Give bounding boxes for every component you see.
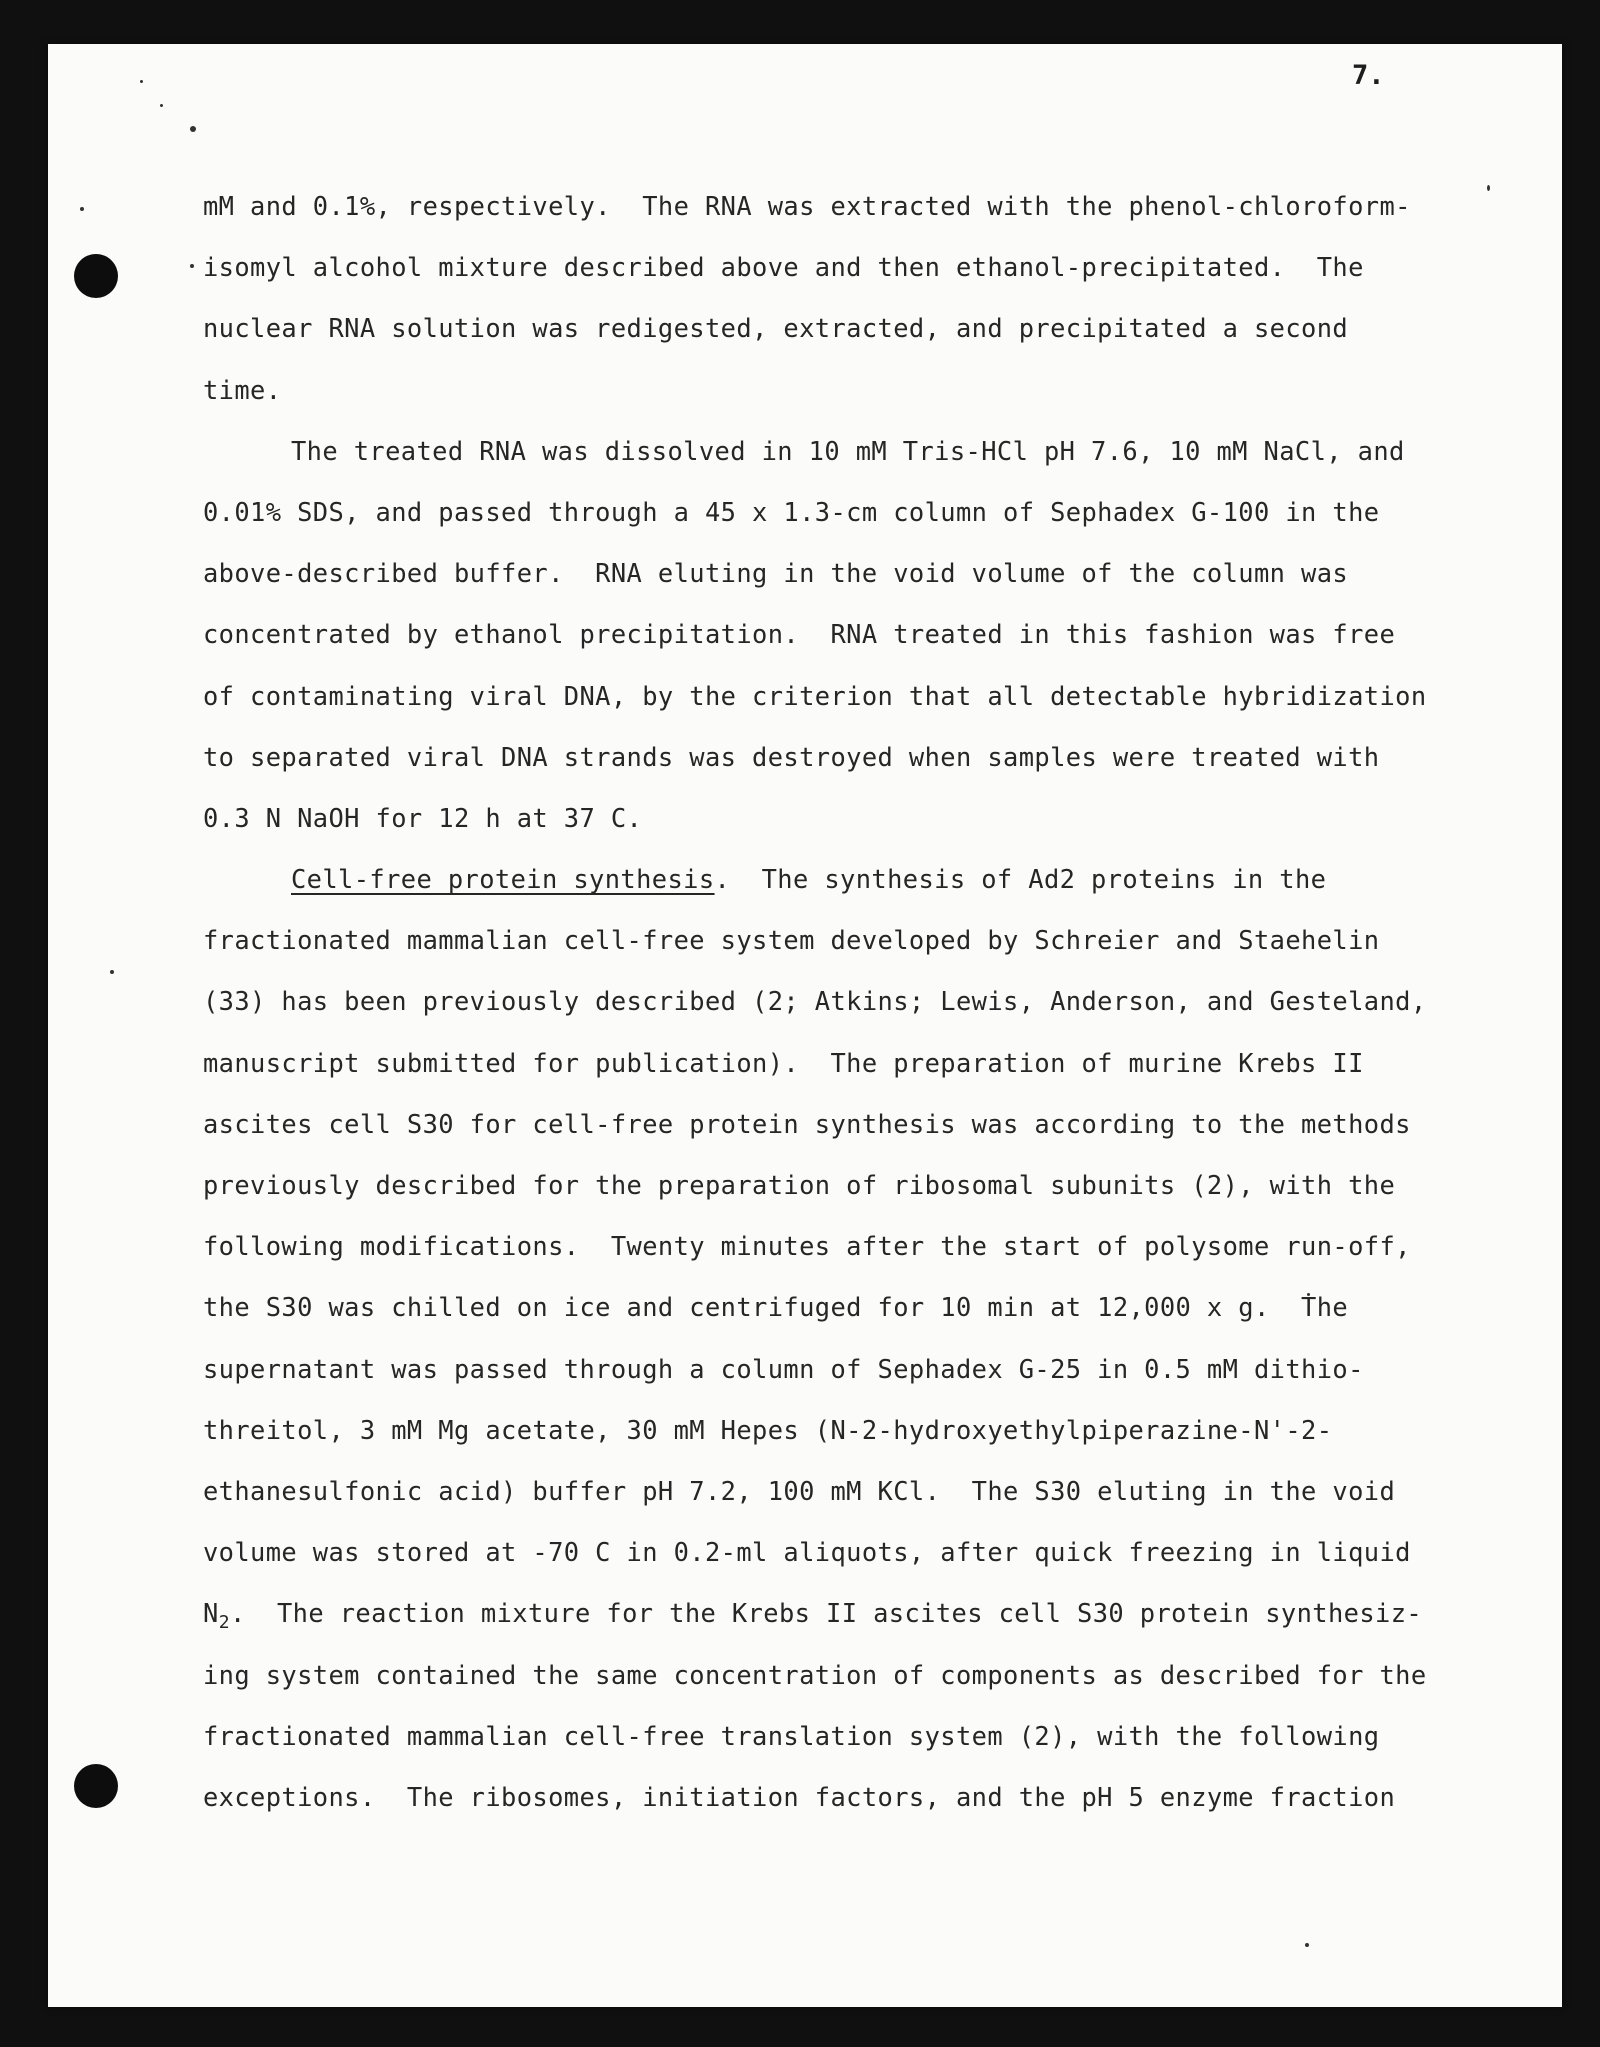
text-line: following modifications. Twenty minutes after the start of polysome run-off, [203, 1231, 1411, 1262]
text-line: exceptions. The ribosomes, initiation factors, and the pH 5 enzyme fraction [203, 1781, 1396, 1812]
speck [190, 126, 196, 132]
text-line: of contaminating viral DNA, by the criterion that all detectable hybridization [203, 680, 1427, 711]
text-line: fractionated mammalian cell-free system developed by Schreier and Staehelin [203, 925, 1380, 956]
text-line: concentrated by ethanol precipitation. RNA treated in this fashion was free [203, 619, 1396, 650]
text-line: 0.01% SDS, and passed through a 45 x 1.3-cm column of Sephadex G-100 in the [203, 496, 1380, 527]
text-line: to separated viral DNA strands was destroyed when samples were treated with [203, 741, 1380, 772]
text-line: above-described buffer. RNA eluting in the void volume of the column was [203, 558, 1349, 589]
speck [140, 80, 143, 83]
text-line: volume was stored at -70 C in 0.2-ml aliquots, after quick freezing in liquid [203, 1537, 1411, 1568]
text-line: (33) has been previously described (2; Atkins; Lewis, Anderson, and Gesteland, [203, 986, 1427, 1017]
text-line: supernatant was passed through a column of Sephadex G-25 in 0.5 mM dithio- [203, 1353, 1364, 1384]
binder-hole-top [74, 254, 118, 298]
text-line: the S30 was chilled on ice and centrifuged for 10 min at 12,000 x g. The [203, 1292, 1349, 1323]
text-line: isomyl alcohol mixture described above and then ethanol-precipitated. The [203, 252, 1364, 283]
speck [1487, 185, 1490, 191]
speck [160, 104, 163, 107]
speck [80, 207, 84, 211]
text-line: The treated RNA was dissolved in 10 mM Tris-HCl pH 7.6, 10 mM NaCl, and [291, 435, 1405, 466]
text-fragment: . The synthesis of Ad2 proteins in the [714, 864, 1327, 895]
text-line: fractionated mammalian cell-free translation system (2), with the following [203, 1720, 1380, 1751]
text-line: ethanesulfonic acid) buffer pH 7.2, 100 mM KCl. The S30 eluting in the void [203, 1475, 1396, 1506]
section-heading: Cell-free protein synthesis [291, 864, 715, 895]
text-fragment: . The reaction mixture for the Krebs II ascites cell S30 protein synthesiz- [229, 1598, 1423, 1629]
n2-symbol: N [203, 1598, 219, 1629]
text-line: 0.3 N NaOH for 12 h at 37 C. [203, 802, 643, 833]
text-line: ing system contained the same concentration of components as described for the [203, 1659, 1427, 1690]
text-line: mM and 0.1%, respectively. The RNA was extracted with the phenol-chloroform- [203, 191, 1411, 221]
page-number: 7. [1352, 60, 1385, 91]
speck [1305, 1943, 1309, 1947]
body-text [203, 176, 1427, 1828]
text-line: time. [203, 374, 282, 405]
speck [190, 264, 194, 268]
text-line: manuscript submitted for publication). The preparation of murine Krebs II [203, 1047, 1364, 1078]
binder-hole-bottom [74, 1764, 118, 1808]
text-line: ascites cell S30 for cell-free protein synthesis was according to the methods [203, 1108, 1411, 1139]
n2-subscript: 2 [218, 1612, 230, 1634]
text-line [203, 1583, 1423, 1644]
text-line: previously described for the preparation of ribosomal subunits (2), with the [203, 1170, 1396, 1200]
speck [110, 970, 114, 974]
text-line: threitol, 3 mM Mg acetate, 30 mM Hepes (N-2-hydroxyethylpiperazine-N'-2- [203, 1414, 1333, 1445]
text-line [203, 849, 1403, 910]
text-line: nuclear RNA solution was redigested, extracted, and precipitated a second [203, 313, 1349, 344]
